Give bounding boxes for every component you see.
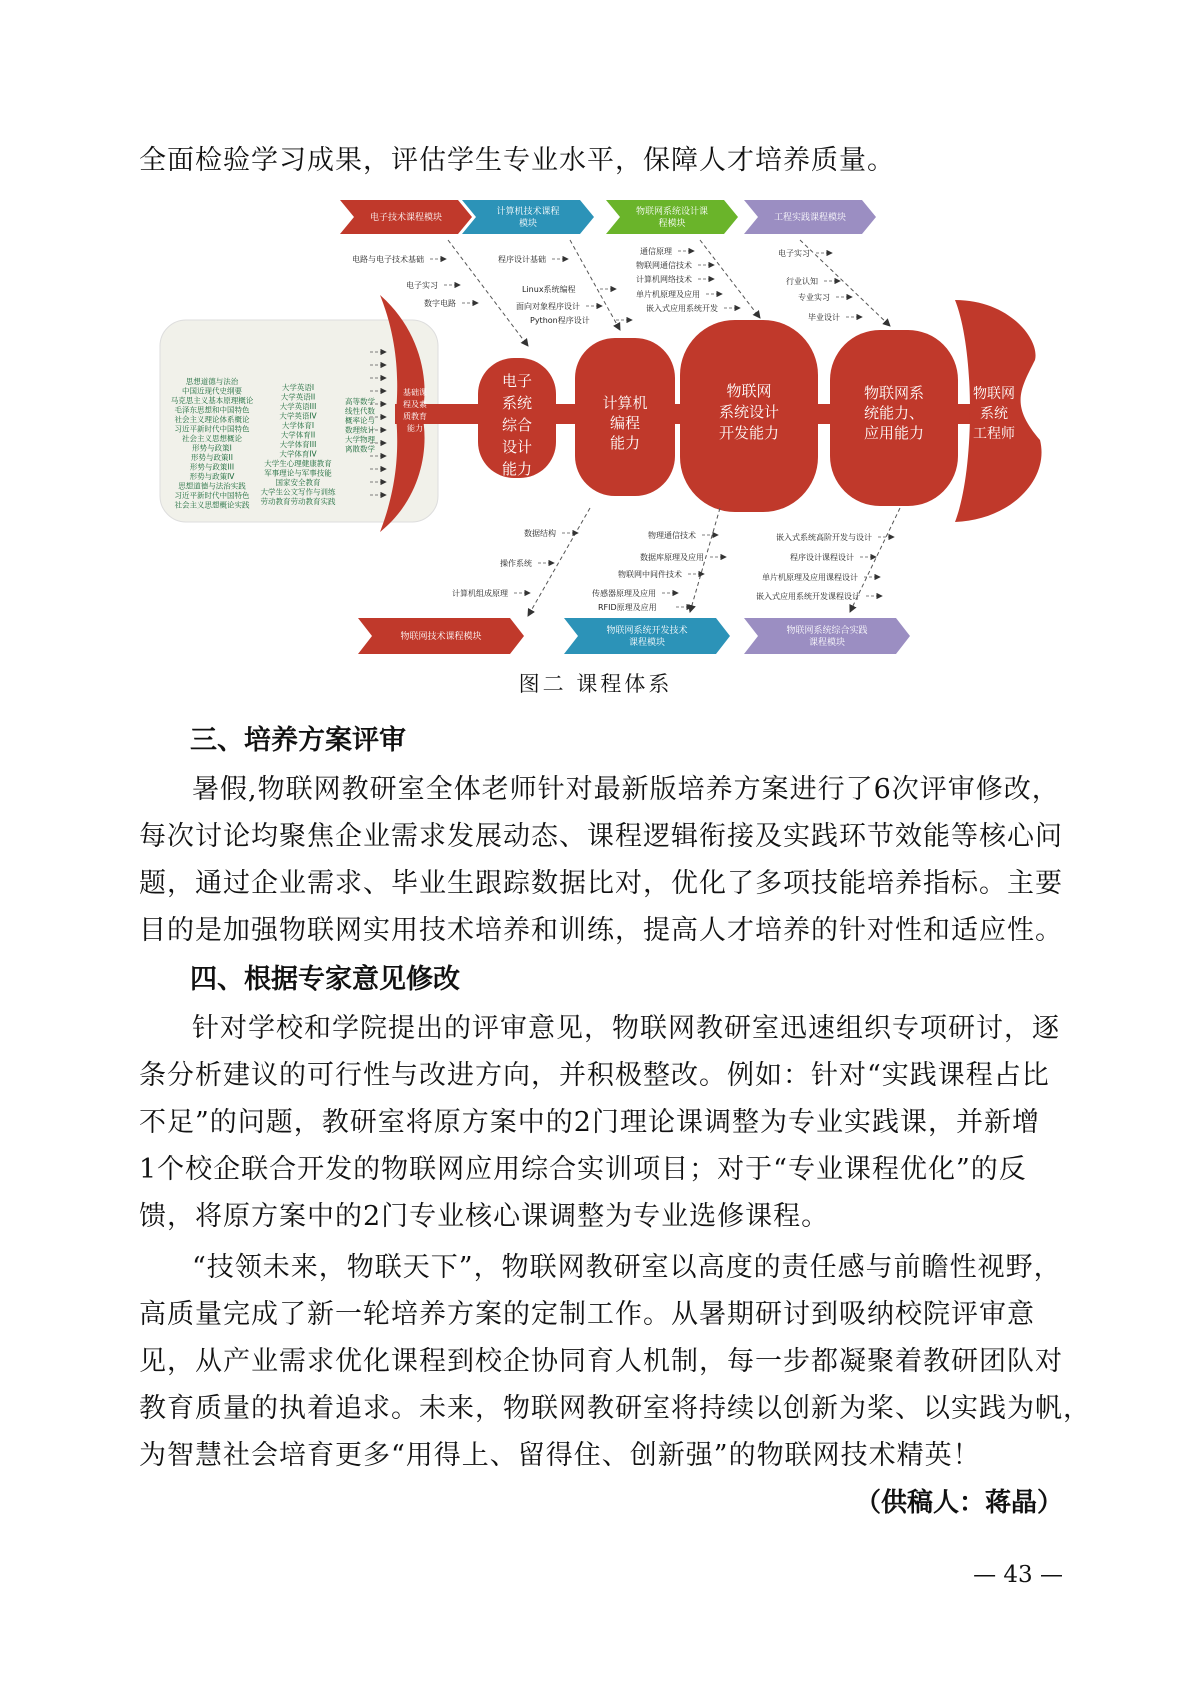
course-label: 传感器原理及应用	[592, 589, 656, 598]
ability-label: 能力	[609, 434, 641, 452]
head-label: 工程师	[973, 426, 1015, 442]
course-label: 电子实习	[778, 249, 810, 258]
course-label: 物联网通信技术	[636, 261, 692, 270]
foundation-course: 大学英语II	[280, 392, 316, 402]
bottom-module-banner-label: 物联网系统综合实践	[786, 626, 868, 636]
foundation-course: 形势与政策II	[191, 453, 233, 462]
foundation-course: 中国近现代史纲要	[182, 386, 242, 396]
ability-label: 能力	[501, 460, 533, 478]
section4-line-4: 1个校企联合开发的物联网应用综合实训项目；对于“专业课程优化”的反	[139, 1154, 1027, 1185]
ability-label: 统能力、	[863, 404, 925, 422]
foundation-course: 大学体育II	[280, 430, 316, 440]
foundation-course: 线性代数	[345, 406, 375, 416]
top-module-banner-label: 工程实践课程模块	[773, 213, 847, 223]
tail-label: 能力	[407, 424, 423, 433]
section4-line-3: 不足”的问题，教研室将原方案中的2门理论课调整为专业实践课，并新增	[139, 1107, 1040, 1138]
foundation-course: 思想道德与法治	[185, 377, 239, 386]
closing-line-3: 见，从产业需求优化课程到校企协同育人机制，每一步都凝聚着教研团队对	[139, 1346, 1063, 1377]
page-number: — 43 —	[973, 1562, 1063, 1588]
course-label: Python程序设计	[530, 316, 590, 325]
closing-line-1: “技领未来，物联天下”，物联网教研室以高度的责任感与前瞻性视野，	[192, 1252, 1062, 1283]
foundation-course: 概率论与	[345, 416, 375, 425]
course-label: 嵌入式系统高阶开发与设计	[776, 533, 872, 542]
foundation-course: 高等数学	[345, 397, 375, 406]
closing-line-2: 高质量完成了新一轮培养方案的定制工作。从暑期研讨到吸纳校院评审意	[139, 1299, 1035, 1330]
bottom-module-banner-label: 物联网技术课程模块	[400, 632, 482, 642]
foundation-course: 大学体育III	[279, 440, 317, 449]
ability-label: 系统设计	[718, 403, 780, 421]
course-label: 嵌入式应用系统开发课程设计	[756, 592, 860, 601]
course-label: 面向对象程序设计	[516, 302, 580, 311]
top-module-banner-label: 电子技术课程模块	[369, 213, 443, 223]
course-label: 计算机网络技术	[636, 275, 692, 284]
foundation-course: 思想道德与法治实践	[178, 481, 246, 491]
course-label: 程序设计课程设计	[790, 553, 854, 562]
contributor-signature: （供稿人：蒋晶）	[854, 1488, 1063, 1518]
course-label: 专业实习	[798, 293, 830, 302]
foundation-course: 劳动教育劳动教育实践	[260, 497, 336, 506]
section3-line-1: 暑假,物联网教研室全体老师针对最新版培养方案进行了6次评审修改，	[192, 774, 1060, 805]
section4-heading: 四、根据专家意见修改	[190, 964, 460, 995]
foundation-course: 习近平新时代中国特色	[174, 491, 250, 500]
foundation-course: 大学英语III	[279, 402, 317, 411]
tail-label: 质教育	[403, 412, 427, 421]
foundation-course: 马克思主义基本原理概论	[170, 396, 254, 405]
foundation-course: 形势与政策IV	[189, 472, 235, 481]
head-label: 系统	[980, 406, 1008, 422]
course-label: 物理通信技术	[648, 531, 696, 540]
course-label: 物联网中间件技术	[618, 570, 682, 579]
foundation-course: 毛泽东思想和中国特色	[174, 405, 250, 415]
course-label: 电子实习	[406, 281, 438, 290]
figure-caption: 图二 课程体系	[518, 672, 673, 696]
course-label: 单片机原理及应用	[636, 290, 700, 299]
course-label: 操作系统	[500, 559, 532, 568]
intro-line: 全面检验学习成果，评估学生专业水平，保障人才培养质量。	[139, 145, 895, 176]
top-module-banner-label: 物联网系统设计课	[635, 207, 709, 217]
section4-line-5: 馈，将原方案中的2门专业核心课调整为专业选修课程。	[139, 1201, 830, 1232]
ability-label: 综合	[501, 416, 533, 434]
bottom-module-banner-label: 课程模块	[808, 638, 846, 648]
course-label: 行业认知	[786, 277, 818, 286]
tail-label: 程及素	[403, 400, 427, 409]
tail-label: 基础课	[403, 388, 427, 397]
foundation-course: 大学体育IV	[279, 449, 317, 459]
section3-line-3: 题，通过企业需求、毕业生跟踪数据比对，优化了多项技能培养指标。主要	[139, 868, 1063, 899]
course-label: 程序设计基础	[498, 255, 546, 264]
course-label: 数字电路	[424, 299, 456, 308]
bottom-module-banner-label: 物联网系统开发技术	[606, 626, 688, 636]
foundation-course: 社会主义思想概论实践	[174, 500, 250, 510]
top-module-banner-label: 程模块	[658, 219, 686, 229]
bottom-module-banner	[564, 618, 730, 654]
course-label: 嵌入式应用系统开发	[646, 304, 718, 313]
ability-label: 开发能力	[718, 424, 780, 442]
course-label: 电路与电子技术基础	[352, 255, 424, 264]
foundation-course: 社会主义理论体系概论	[174, 415, 250, 424]
foundation-course: 大学生公文写作与训练	[260, 487, 336, 497]
section4-line-2: 条分析建议的可行性与改进方向，并积极整改。例如：针对“实践课程占比	[139, 1060, 1050, 1091]
foundation-course: 习近平新时代中国特色	[174, 424, 250, 434]
course-label: 数据库原理及应用	[640, 553, 704, 562]
ability-label: 电子	[501, 372, 533, 390]
ability-label: 计算机	[602, 394, 648, 412]
foundation-course: 国家安全教育	[275, 478, 321, 487]
foundation-course: 大学英语IV	[279, 411, 317, 421]
head-label: 物联网	[973, 386, 1015, 402]
course-label: 数据结构	[524, 529, 556, 538]
section3-heading: 三、培养方案评审	[190, 725, 406, 756]
foundation-course: 大学生心理健康教育	[264, 459, 332, 468]
closing-line-4: 教育质量的执着追求。未来，物联网教研室将持续以创新为桨、以实践为帆，	[139, 1393, 1091, 1424]
foundation-course: 大学英语I	[281, 383, 315, 392]
bottom-module-banner	[744, 618, 910, 654]
course-label: RFID原理及应用	[598, 603, 657, 612]
foundation-course: 离散数学	[345, 444, 375, 454]
ability-label: 物联网系	[863, 384, 925, 402]
foundation-course: 形势与政策I	[192, 443, 232, 453]
course-label: 计算机组成原理	[452, 589, 508, 598]
ability-label: 系统	[501, 394, 533, 412]
section3-line-4: 目的是加强物联网实用技术培养和训练，提高人才培养的针对性和适应性。	[139, 915, 1063, 946]
bottom-bone	[528, 508, 590, 616]
ability-label: 物联网	[726, 382, 772, 400]
top-module-banner-label: 模块	[518, 219, 538, 229]
foundation-course: 社会主义思想概论	[182, 434, 242, 443]
course-label: Linux系统编程	[522, 285, 576, 294]
section4-line-1: 针对学校和学院提出的评审意见，物联网教研室迅速组织专项研讨，逐	[192, 1013, 1060, 1044]
bottom-module-banner-label: 课程模块	[628, 638, 666, 648]
foundation-course: 大学体育I	[281, 421, 315, 430]
section3-line-2: 每次讨论均聚焦企业需求发展动态、课程逻辑衔接及实践环节效能等核心问	[139, 821, 1063, 852]
ability-label: 设计	[501, 438, 533, 456]
closing-line-5: 为智慧社会培育更多“用得上、留得住、创新强”的物联网技术精英！	[139, 1440, 981, 1471]
ability-label: 应用能力	[863, 424, 925, 442]
course-label: 通信原理	[640, 247, 672, 256]
foundation-course: 军事理论与军事技能	[264, 468, 332, 478]
ability-label: 编程	[609, 414, 641, 432]
foundation-course: 形势与政策III	[189, 462, 235, 472]
course-label: 单片机原理及应用课程设计	[762, 573, 858, 582]
foundation-course: 大学物理	[345, 435, 375, 444]
top-module-banner-label: 计算机技术课程	[496, 207, 560, 217]
course-label: 毕业设计	[808, 313, 840, 322]
foundation-course: 数理统计	[345, 425, 375, 435]
